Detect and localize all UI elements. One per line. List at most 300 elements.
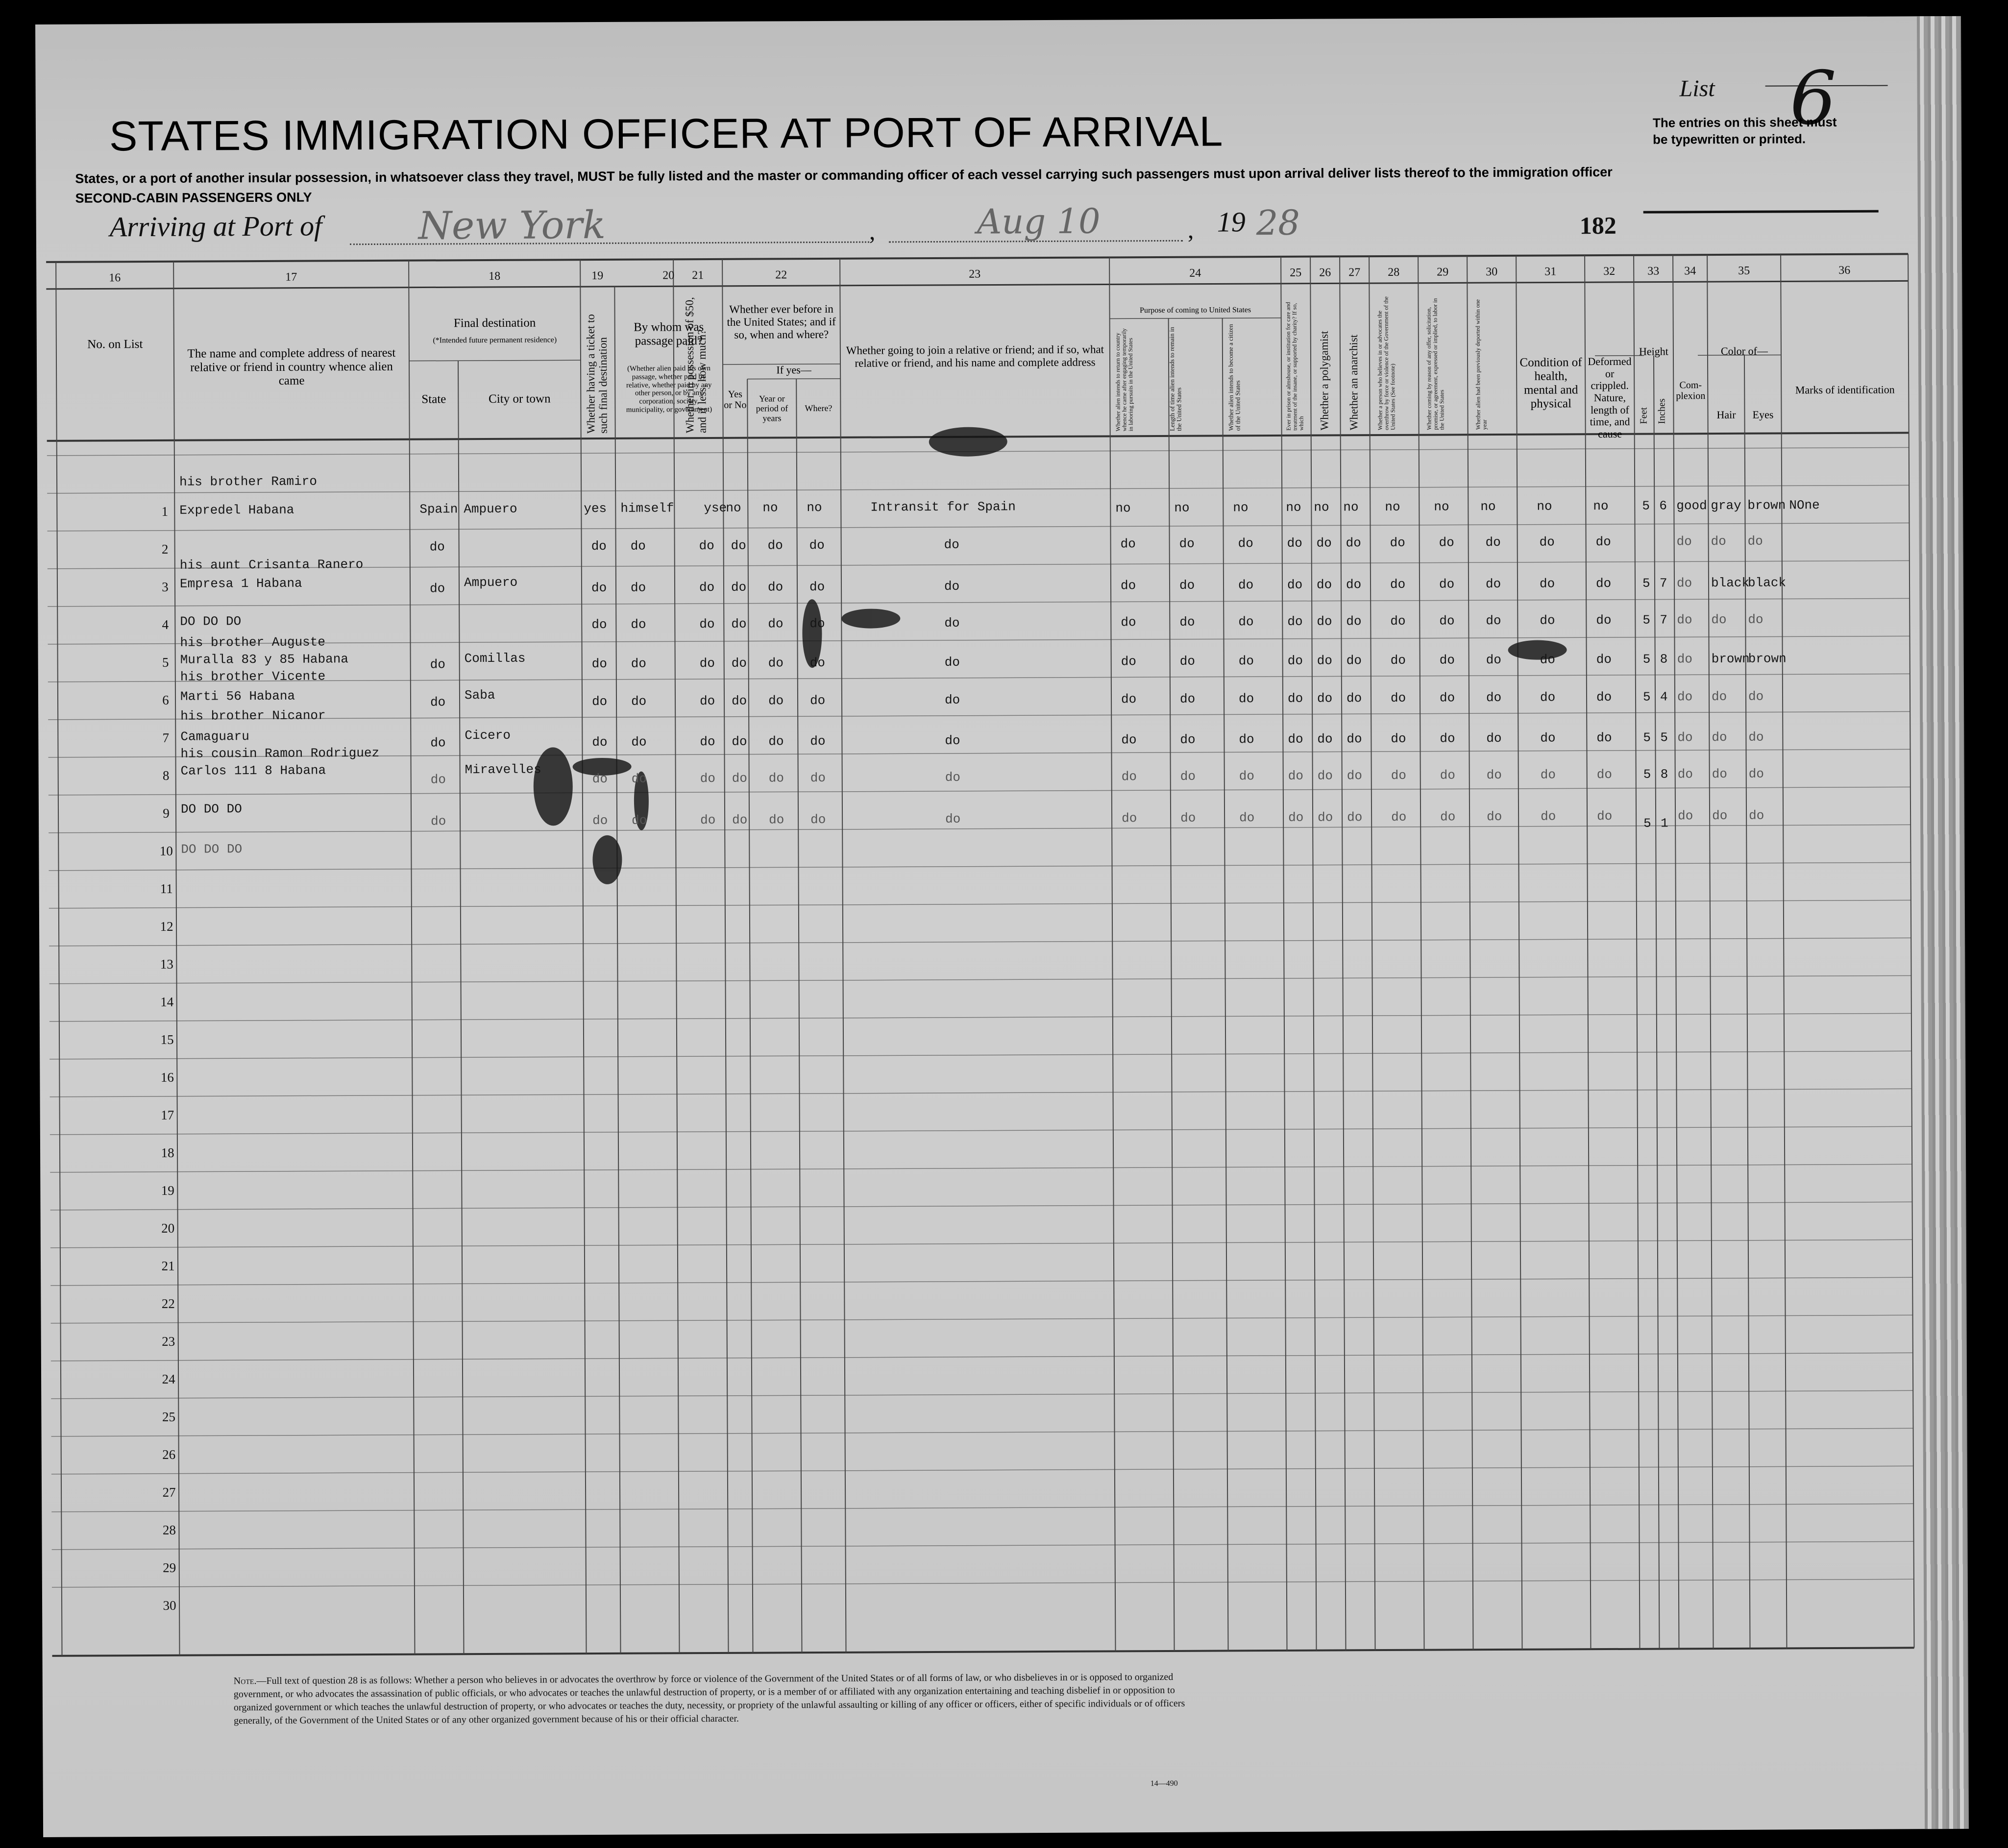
ditto-mark: do bbox=[591, 538, 607, 554]
header-final-destination-sub: (*Intended future permanent residence) bbox=[433, 336, 557, 345]
ditto-mark: do bbox=[1595, 576, 1612, 591]
header-hair: Hair bbox=[1716, 408, 1736, 421]
port-name: New York bbox=[418, 203, 606, 248]
ditto-mark: do bbox=[810, 770, 826, 786]
ditto-mark: do bbox=[1711, 612, 1727, 628]
entry-pre: his aunt Crisanta Ranero bbox=[179, 557, 364, 573]
row-number: 5 bbox=[162, 655, 169, 670]
ditto-mark: do bbox=[944, 615, 960, 631]
class-label: SECOND-CABIN PASSENGERS ONLY bbox=[75, 190, 312, 206]
ditto-mark: do bbox=[429, 581, 445, 596]
ditto-mark: do bbox=[1541, 809, 1556, 824]
ditto-mark: do bbox=[592, 813, 608, 828]
ditto-mark: do bbox=[1180, 732, 1196, 747]
ditto-mark: do bbox=[1239, 810, 1255, 826]
entry-feet: 5 bbox=[1642, 689, 1651, 705]
ditto-mark: do bbox=[631, 771, 647, 786]
list-number: 6 bbox=[1789, 55, 1837, 142]
ditto-mark: do bbox=[731, 538, 746, 553]
column-number: 28 bbox=[1388, 266, 1400, 279]
ditto-mark: do bbox=[430, 695, 446, 710]
column-number: 33 bbox=[1647, 265, 1660, 278]
column-rule bbox=[1418, 256, 1424, 1650]
entry-hair: brown bbox=[1711, 651, 1750, 667]
row-number: 15 bbox=[160, 1032, 174, 1047]
entry-feet: 5 bbox=[1643, 730, 1651, 745]
entry-c32: no bbox=[1593, 499, 1609, 514]
column-number: 23 bbox=[969, 267, 981, 281]
ditto-mark: do bbox=[1439, 690, 1455, 705]
ditto-mark: do bbox=[731, 580, 747, 595]
header-purpose-b: Length of time alien intends to remain in the United States bbox=[1168, 327, 1183, 431]
row-rule bbox=[50, 1202, 1912, 1210]
ditto-mark: do bbox=[1440, 809, 1456, 825]
ditto-mark: do bbox=[1711, 534, 1726, 549]
arriving-label: Arriving at Port of bbox=[109, 210, 322, 243]
row-number: 4 bbox=[162, 617, 169, 632]
column-rule bbox=[673, 259, 679, 1653]
ditto-mark: do bbox=[1748, 689, 1764, 704]
ditto-mark: do bbox=[1346, 653, 1362, 668]
ditto-mark: do bbox=[591, 617, 607, 632]
entry-inches: 8 bbox=[1660, 767, 1668, 782]
entry-city: Comillas bbox=[464, 651, 526, 666]
column-rule bbox=[409, 261, 415, 1654]
entry-inches: 8 bbox=[1660, 652, 1668, 667]
header-col28: Whether a person who believes in or advocates the overthrow by force or violence of the Government of the United States (See footnote) bbox=[1376, 296, 1397, 431]
entry-relative: Muralla 83 y 85 Habana bbox=[180, 652, 348, 667]
entry-inches: 4 bbox=[1660, 689, 1668, 705]
column-rule bbox=[1654, 356, 1660, 1649]
ditto-mark: do bbox=[631, 734, 647, 750]
column-rule bbox=[1369, 256, 1375, 1650]
ditto-mark: do bbox=[810, 812, 826, 827]
ditto-mark: do bbox=[1540, 690, 1556, 705]
ditto-mark: do bbox=[1179, 536, 1195, 551]
ditto-mark: do bbox=[1677, 612, 1692, 628]
row-rule bbox=[50, 1164, 1912, 1172]
entry-feet: 5 bbox=[1642, 498, 1650, 513]
ditto-mark: do bbox=[1120, 536, 1136, 552]
ditto-mark: do bbox=[1596, 689, 1612, 705]
printed-year: 182 bbox=[1579, 211, 1616, 240]
column-rule bbox=[1744, 355, 1750, 1649]
ditto-mark: do bbox=[1596, 730, 1612, 746]
ditto-mark: do bbox=[809, 655, 825, 671]
header-deformed: Deformed or crippled. Nature, length of time, and cause bbox=[1588, 355, 1632, 440]
ditto-mark: do bbox=[1317, 731, 1333, 747]
entries-note: be typewritten or printed. bbox=[1652, 131, 1806, 147]
header-passage-sub: (Whether alien paid his own passage, whether paid by relative, whether paid by any other person, or by any corporation, society, municipality, or government) bbox=[626, 364, 712, 414]
ditto-mark: do bbox=[945, 811, 961, 827]
header-city: City or town bbox=[489, 392, 551, 406]
row-number: 27 bbox=[162, 1484, 176, 1500]
ditto-mark: do bbox=[1346, 535, 1361, 551]
header-state: State bbox=[421, 392, 446, 406]
row-rule bbox=[47, 485, 1909, 493]
ditto-mark: do bbox=[1122, 811, 1137, 826]
punch-hole bbox=[17, 338, 32, 353]
ditto-mark: do bbox=[631, 617, 646, 632]
column-rule bbox=[1781, 254, 1787, 1648]
row-rule bbox=[51, 1466, 1913, 1474]
ditto-mark: do bbox=[1317, 653, 1332, 668]
punch-hole bbox=[18, 593, 33, 608]
ditto-mark: do bbox=[1391, 809, 1407, 825]
row-rule bbox=[51, 1428, 1913, 1436]
ditto-mark: do bbox=[1439, 577, 1455, 592]
ditto-mark: do bbox=[430, 657, 445, 672]
ditto-mark: do bbox=[1597, 808, 1613, 824]
column-number: 32 bbox=[1603, 265, 1616, 278]
entry-c27: no bbox=[1343, 500, 1359, 515]
entry-relative: DO DO DO bbox=[181, 842, 243, 857]
row-number: 20 bbox=[161, 1220, 175, 1236]
column-number: 17 bbox=[285, 270, 297, 284]
entry-inches: 1 bbox=[1661, 816, 1668, 831]
ditto-mark: do bbox=[630, 580, 646, 595]
ditto-mark: do bbox=[1712, 808, 1728, 824]
entry-inches: 7 bbox=[1660, 612, 1668, 628]
entry-relative: DO DO DO bbox=[180, 802, 242, 817]
header-inches: Inches bbox=[1656, 398, 1667, 424]
ditto-mark: do bbox=[1121, 769, 1137, 784]
ditto-mark: do bbox=[1121, 732, 1137, 748]
entry-inches: 5 bbox=[1660, 730, 1668, 745]
header-color-of: Color of— bbox=[1720, 344, 1768, 357]
row-rule bbox=[49, 862, 1911, 871]
ditto-mark: do bbox=[944, 655, 960, 670]
column-number: 36 bbox=[1838, 264, 1851, 277]
ditto-mark: do bbox=[631, 694, 647, 709]
entry-hair: black bbox=[1711, 575, 1750, 591]
ditto-mark: do bbox=[1676, 534, 1692, 549]
column-rule bbox=[1169, 318, 1175, 1651]
ditto-mark: do bbox=[1317, 614, 1332, 629]
ditto-mark: do bbox=[1347, 810, 1363, 825]
ditto-mark: do bbox=[1239, 769, 1255, 784]
entry-relative: Expredel Habana bbox=[179, 502, 294, 518]
column-rule bbox=[840, 259, 846, 1653]
ditto-mark: do bbox=[1238, 654, 1254, 669]
row-rule bbox=[48, 598, 1910, 607]
ditto-mark: do bbox=[1346, 691, 1362, 706]
ditto-mark: do bbox=[430, 735, 446, 751]
column-number: 30 bbox=[1486, 265, 1498, 279]
header-final-destination: Final destination bbox=[453, 316, 536, 330]
column-number: 22 bbox=[775, 268, 787, 282]
entry-relative: Empresa 1 Habana bbox=[179, 576, 302, 591]
row-rule bbox=[48, 711, 1910, 720]
year-prefix: 19 bbox=[1217, 206, 1246, 238]
column-number: 34 bbox=[1684, 265, 1696, 278]
instruction-text: States, or a port of another insular possession, in whatsoever class they travel, MUST be fully listed and the master or commanding officer of each vessel carrying such passengers must upon arrival deliver lists thereof to the immigration officer bbox=[75, 164, 1613, 186]
punch-hole bbox=[22, 1475, 37, 1489]
entry-city: Saba bbox=[464, 687, 495, 703]
column-rule bbox=[1634, 255, 1640, 1649]
ditto-mark: do bbox=[809, 616, 825, 632]
column-rule bbox=[1467, 256, 1473, 1650]
row-number: 10 bbox=[159, 843, 173, 858]
entry-join: Intransit for Spain bbox=[870, 499, 1016, 515]
row-number: 2 bbox=[161, 541, 169, 557]
column-rule bbox=[1585, 255, 1591, 1649]
entry-pre: his brother Nicanor bbox=[180, 708, 326, 724]
header-feet: Feet bbox=[1638, 407, 1649, 424]
comma: , bbox=[1187, 216, 1194, 243]
entry-money: yse bbox=[704, 500, 727, 516]
ditto-mark: do bbox=[1317, 768, 1333, 783]
ditto-mark: do bbox=[1346, 614, 1362, 629]
header-marks: Marks of identification bbox=[1795, 383, 1895, 396]
column-number: 25 bbox=[1290, 266, 1302, 279]
row-number: 30 bbox=[163, 1598, 176, 1613]
entry-pre: his brother Ramiro bbox=[179, 474, 317, 489]
entry-eyes: brown bbox=[1748, 651, 1787, 666]
punch-hole bbox=[19, 652, 33, 666]
row-rule bbox=[49, 825, 1910, 833]
table-grid bbox=[35, 16, 1954, 1837]
row-number: 25 bbox=[162, 1409, 175, 1424]
entry-marks: NOne bbox=[1789, 498, 1820, 513]
ditto-mark: do bbox=[1180, 810, 1196, 826]
ditto-mark: do bbox=[592, 771, 608, 787]
list-label: List bbox=[1679, 75, 1715, 102]
header-money: Whether in possession of $50, and if less, how much? bbox=[683, 297, 709, 434]
entry-relative: DO DO DO bbox=[180, 614, 242, 629]
ditto-mark: do bbox=[429, 539, 445, 555]
row-rule bbox=[49, 787, 1910, 795]
row-number: 17 bbox=[161, 1107, 174, 1122]
ditto-mark: do bbox=[1121, 615, 1136, 630]
ditto-mark: do bbox=[1391, 768, 1406, 783]
header-complexion: Com-plexion bbox=[1676, 380, 1706, 402]
column-number: 16 bbox=[109, 271, 121, 285]
ditto-mark: do bbox=[1486, 730, 1502, 746]
row-number: 3 bbox=[162, 579, 169, 594]
entry-hair: gray bbox=[1711, 498, 1741, 513]
entry-c24b: no bbox=[1174, 500, 1190, 515]
ditto-mark: do bbox=[1180, 769, 1196, 784]
ditto-mark: do bbox=[700, 734, 715, 750]
ditto-mark: do bbox=[1748, 729, 1764, 745]
row-number: 22 bbox=[161, 1296, 175, 1311]
header-passage: By whom was passage paid? bbox=[634, 320, 704, 348]
ditto-mark: do bbox=[1485, 535, 1501, 550]
entry-c24a: no bbox=[1115, 501, 1131, 516]
header-polygamist: Whether a polygamist bbox=[1318, 331, 1331, 431]
ditto-mark: do bbox=[809, 579, 825, 595]
column-rule bbox=[614, 287, 620, 1653]
ditto-mark: do bbox=[944, 537, 959, 552]
row-number: 11 bbox=[160, 881, 173, 896]
ditto-mark: do bbox=[1318, 810, 1333, 825]
ditto-mark: do bbox=[768, 693, 784, 708]
arrival-date: Aug 10 bbox=[977, 201, 1101, 242]
row-rule bbox=[50, 1089, 1912, 1097]
row-rule bbox=[48, 674, 1910, 682]
header-where: Where? bbox=[805, 403, 833, 413]
entry-relative: Camaguaru bbox=[180, 729, 249, 744]
entry-relative: Carlos 111 8 Habana bbox=[180, 763, 326, 778]
ditto-mark: do bbox=[591, 580, 607, 596]
ditto-mark: do bbox=[769, 812, 784, 827]
ditto-mark: do bbox=[1346, 577, 1362, 592]
ditto-mark: do bbox=[1540, 613, 1555, 628]
ditto-mark: do bbox=[700, 771, 716, 786]
ditto-mark: do bbox=[1485, 576, 1501, 592]
row-number: 8 bbox=[162, 768, 170, 783]
ditto-mark: do bbox=[1120, 578, 1136, 593]
ditto-mark: do bbox=[1677, 689, 1693, 705]
ditto-mark: do bbox=[1390, 690, 1406, 705]
column-rule bbox=[722, 259, 728, 1653]
row-rule bbox=[52, 1541, 1914, 1550]
entry-pre: his cousin Ramon Rodriguez bbox=[180, 745, 380, 761]
header-ticket: Whether having a ticket to such final destination bbox=[584, 314, 610, 434]
entry-c31: no bbox=[1537, 499, 1552, 514]
ditto-mark: do bbox=[700, 812, 716, 828]
ditto-mark: do bbox=[732, 734, 747, 749]
row-number: 29 bbox=[163, 1560, 176, 1575]
ditto-mark: do bbox=[1316, 535, 1332, 551]
header-anarchist: Whether an anarchist bbox=[1347, 334, 1360, 431]
ditto-mark: do bbox=[1540, 767, 1556, 782]
entry-ticket: yes bbox=[584, 501, 607, 516]
ditto-mark: do bbox=[1748, 766, 1764, 781]
column-number: 35 bbox=[1738, 264, 1750, 277]
header-condition: Condition of health, mental and physical bbox=[1519, 356, 1582, 411]
header-purpose-c: Whether alien intends to become a citizen of the United States bbox=[1226, 324, 1242, 431]
ditto-mark: do bbox=[699, 656, 715, 671]
column-rule bbox=[1223, 318, 1228, 1651]
row-number: 13 bbox=[160, 956, 173, 972]
column-number: 27 bbox=[1348, 266, 1361, 279]
header-eyes: Eyes bbox=[1752, 408, 1774, 421]
entry-yes-no: no bbox=[726, 500, 741, 515]
ditto-mark: do bbox=[945, 733, 960, 748]
ditto-mark: do bbox=[809, 537, 825, 553]
entry-c29: no bbox=[1434, 499, 1449, 514]
ditto-mark: do bbox=[1487, 809, 1502, 825]
ditto-mark: do bbox=[1595, 534, 1611, 550]
header-yes-no: Yes or No bbox=[724, 389, 747, 411]
row-rule bbox=[49, 1051, 1911, 1059]
entry-year: no bbox=[762, 500, 778, 515]
ditto-mark: do bbox=[1712, 766, 1727, 782]
row-number: 1 bbox=[161, 504, 169, 519]
column-rule bbox=[1707, 255, 1713, 1649]
ditto-mark: do bbox=[1596, 612, 1612, 628]
ditto-mark: do bbox=[768, 734, 784, 749]
ditto-mark: do bbox=[1287, 614, 1303, 629]
entry-city: Cicero bbox=[465, 728, 511, 743]
entry-passage: himself bbox=[620, 501, 674, 516]
ditto-mark: do bbox=[1747, 534, 1763, 549]
row-number: 21 bbox=[161, 1258, 175, 1273]
entry-pre: his brother Auguste bbox=[180, 634, 326, 650]
header-relative: The name and complete address of nearest relative or friend in country whence alien came bbox=[187, 346, 396, 388]
header-col29: Whether coming by reason of any offer, solicitation, promise, or agreement, expressed or implied, to labor in the United States bbox=[1425, 298, 1446, 430]
row-number: 12 bbox=[160, 919, 173, 934]
entry-inches: 7 bbox=[1659, 576, 1667, 591]
row-number: 19 bbox=[161, 1183, 174, 1198]
entry-feet: 5 bbox=[1642, 576, 1650, 591]
entry-feet: 5 bbox=[1643, 767, 1651, 782]
row-rule bbox=[49, 900, 1911, 908]
ditto-mark: do bbox=[1391, 731, 1406, 746]
ditto-mark: do bbox=[944, 579, 960, 594]
row-rule bbox=[50, 1240, 1912, 1248]
entry-where: no bbox=[807, 500, 822, 515]
column-number: 26 bbox=[1319, 266, 1331, 279]
ditto-mark: do bbox=[732, 812, 748, 827]
ditto-mark: do bbox=[1179, 578, 1195, 593]
ditto-mark: do bbox=[1390, 535, 1405, 550]
column-rule bbox=[747, 379, 753, 1653]
ditto-mark: do bbox=[1439, 535, 1454, 550]
row-rule bbox=[49, 1013, 1911, 1021]
entry-complexion: good bbox=[1676, 498, 1707, 513]
ditto-mark: do bbox=[1486, 690, 1502, 705]
column-rule bbox=[1908, 254, 1914, 1648]
row-number: 23 bbox=[162, 1334, 175, 1349]
header-no-on-list: No. on List bbox=[87, 338, 143, 351]
footnote-text: Full text of question 28 is as follows: Whether a person who believes in or advocates the overthrow by force or violence of the Government of the United States or of all forms of law, or who disbelieves in or is opposed to organized government, or who advocates the assassination of public officials, or who advocates or teaches the unlawful destruction of property, or is a member of or affiliated with any organization entertaining and teaching disbelief in or opposition to organized government or which teaches the unlawful destruction of property, or who advocates or teaches the duty, necessity, or propriety of the unlawful assaulting or killing of any officer or officers, either of specific individuals or of officers generally, of the Government of the United States or of any other organized government because of his or their official character. bbox=[233, 1671, 1185, 1726]
ditto-mark: do bbox=[1596, 767, 1612, 782]
ditto-mark: do bbox=[1540, 730, 1556, 746]
ditto-mark: do bbox=[1347, 768, 1362, 783]
page-title: STATES IMMIGRATION OFFICER AT PORT OF ARRIVAL bbox=[109, 108, 1224, 160]
column-number: 31 bbox=[1544, 265, 1557, 278]
column-rule bbox=[1340, 256, 1346, 1650]
ditto-mark: do bbox=[1439, 653, 1455, 668]
punch-hole bbox=[21, 1215, 36, 1230]
row-number: 6 bbox=[162, 692, 169, 707]
entry-city: Ampuero bbox=[464, 501, 517, 517]
ditto-mark: do bbox=[699, 693, 715, 709]
ditto-mark: do bbox=[1347, 731, 1362, 747]
year-suffix: 28 bbox=[1256, 202, 1300, 243]
ditto-mark: do bbox=[810, 733, 826, 749]
entry-eyes: black bbox=[1747, 575, 1787, 590]
entry-relative: Marti 56 Habana bbox=[180, 688, 295, 704]
row-rule bbox=[50, 1126, 1912, 1135]
header-col30: Whether alien had been previously deported within one year bbox=[1474, 299, 1488, 430]
header-if-yes: If yes— bbox=[776, 364, 811, 376]
ditto-mark: do bbox=[1238, 536, 1253, 551]
ditto-mark: do bbox=[768, 771, 784, 786]
ditto-mark: do bbox=[1711, 689, 1727, 705]
manifest-sheet bbox=[35, 16, 1954, 1837]
ditto-mark: do bbox=[630, 538, 646, 554]
column-rule bbox=[458, 361, 464, 1654]
ditto-mark: do bbox=[1288, 810, 1304, 825]
header-year-period: Year or period of years bbox=[756, 393, 788, 423]
ditto-mark: do bbox=[1287, 577, 1303, 592]
ditto-mark: do bbox=[1596, 652, 1612, 667]
ditto-mark: do bbox=[1440, 731, 1455, 746]
row-number: 28 bbox=[162, 1522, 176, 1537]
ditto-mark: do bbox=[1390, 577, 1406, 592]
row-number: 24 bbox=[162, 1371, 175, 1386]
form-code: 14—490 bbox=[1150, 1779, 1178, 1788]
ditto-mark: do bbox=[1287, 535, 1302, 551]
column-rule bbox=[56, 262, 62, 1656]
entry-eyes: brown bbox=[1747, 498, 1786, 513]
ditto-mark: do bbox=[1486, 652, 1501, 668]
column-number: 18 bbox=[489, 269, 501, 283]
